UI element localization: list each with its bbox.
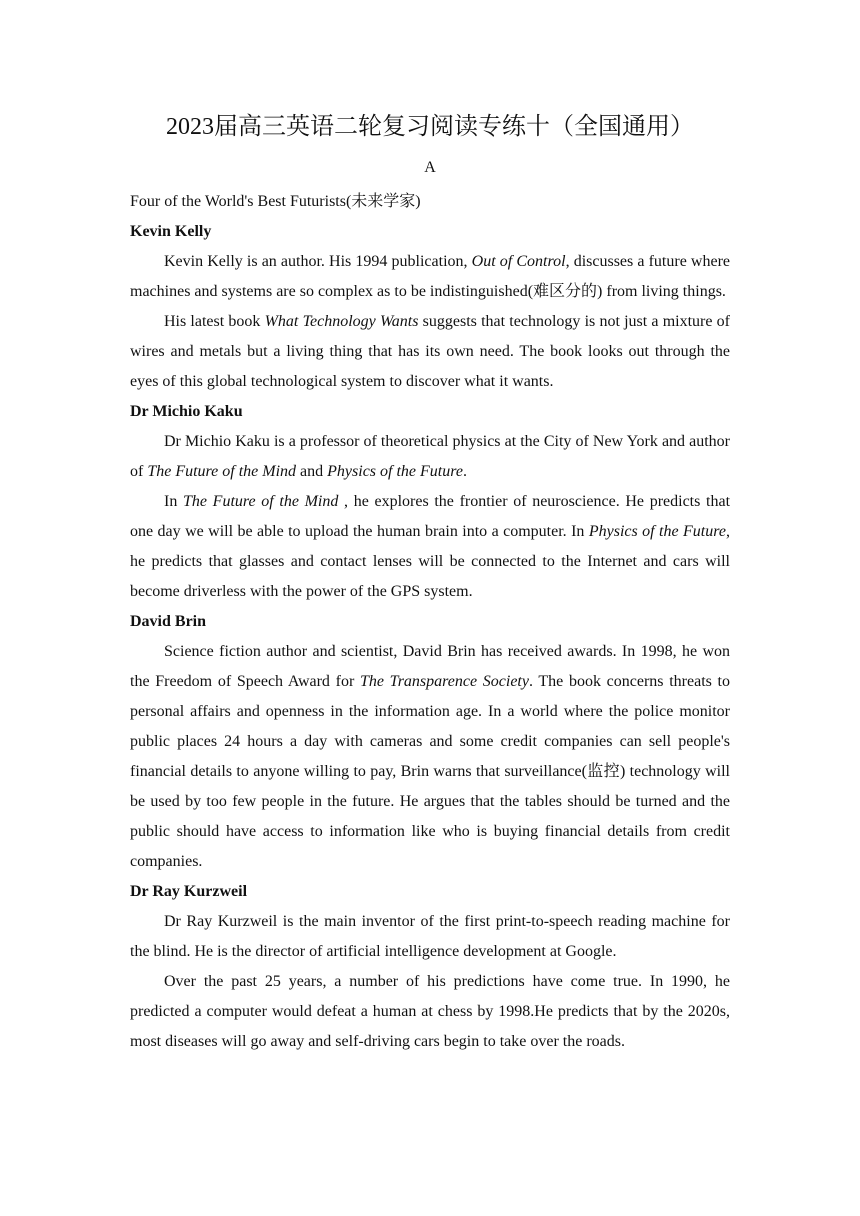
passage-letter: A (424, 159, 436, 176)
paragraph: Dr Michio Kaku is a professor of theoretical physics at the City of New York and author of The Future of the Mind and Physics of the Future. (130, 433, 730, 480)
paragraph: Kevin Kelly is an author. His 1994 publication, Out of Control, discusses a future where machines and systems are so complex as to be indistinguished(难区分的) from living things. (130, 253, 731, 300)
passage-intro: Four of the World's Best Futurists(未来学家) (130, 193, 421, 210)
book-title: Physics of the Future (327, 463, 463, 480)
futurist-name-kevin-kelly: Kevin Kelly (130, 223, 212, 240)
paragraph: Science fiction author and scientist, David Brin has received awards. In 1998, he won the Freedom of Speech Award for The Transparence Society. The book concerns threats to personal affairs and openness in the information age. In a world where the police monitor public places 24 hours a day with cameras and some credit companies can sell people's financial details to anyone willing to pay, Brin warns that surveillance(监控) technology will be used by too few people in the future. He argues that the tables should be turned and the public should have access to information like who is buying financial details from credit companies. (130, 643, 731, 870)
book-title: The Future of the Mind (183, 493, 339, 510)
book-title: Physics of the Future (588, 523, 726, 540)
paragraph: In The Future of the Mind , he explores the frontier of neuroscience. He predicts that one day we will be able to upload the human brain into a computer. In Physics of the Future, he predicts that glasses and contact lenses will be connected to the Internet and cars will become driverless with the power of the GPS system. (130, 493, 731, 600)
paragraph: Dr Ray Kurzweil is the main inventor of the first print-to-speech reading machine for the blind. He is the director of artificial intelligence development at Google. (130, 913, 730, 960)
passage-body (130, 187, 730, 1057)
paragraph: Over the past 25 years, a number of his predictions have come true. In 1990, he predicted a computer would defeat a human at chess by 1998.He predicts that by the 2020s, most diseases will go away and self-driving cars begin to take over the roads. (130, 973, 730, 1050)
book-title: The Future of the Mind (147, 463, 297, 480)
book-title: Out of Control (471, 253, 566, 270)
document-title: 2023届高三英语二轮复习阅读专练十（全国通用） (166, 114, 694, 140)
book-title: The Transparence Society (359, 673, 529, 690)
futurist-name-michio-kaku: Dr Michio Kaku (130, 403, 243, 420)
book-title: What Technology Wants (264, 313, 419, 330)
futurist-name-ray-kurzweil: Dr Ray Kurzweil (130, 883, 248, 900)
futurist-name-david-brin: David Brin (130, 613, 207, 630)
paragraph: His latest book What Technology Wants suggests that technology is not just a mixture of wires and metals but a living thing that has its own need. The book looks out through the eyes of this global technological system to discover what it wants. (130, 313, 731, 390)
